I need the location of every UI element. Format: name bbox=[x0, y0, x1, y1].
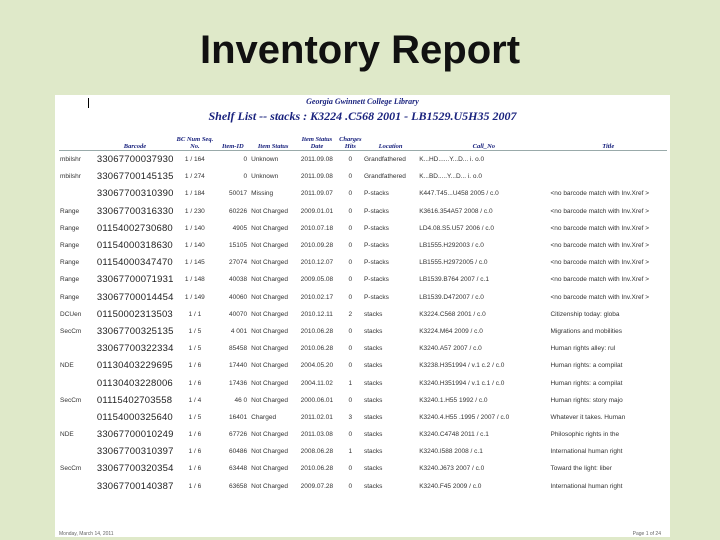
status-cell: Not Charged bbox=[251, 293, 288, 301]
location-cell: stacks bbox=[363, 310, 383, 318]
call-no-cell: K3238.H351994 / v.1 c.2 / c.0 bbox=[419, 362, 505, 370]
col-header-seq: BC Num Seq. No. bbox=[174, 128, 215, 151]
status-cell: Unknown bbox=[251, 173, 279, 181]
item-id-cell: 4 001 bbox=[230, 327, 248, 335]
barcode-cell: 33067700322334 bbox=[96, 343, 174, 355]
status-date-cell: 2009.01.01 bbox=[300, 207, 334, 215]
title-cell: Human rights: a compilat bbox=[550, 362, 623, 370]
title-cell: Whatever it takes. Human bbox=[550, 413, 626, 421]
title-cell: Human rights: a compilat bbox=[550, 379, 623, 387]
title-cell: Citizenship today: globa bbox=[550, 310, 620, 318]
report-college-name: Georgia Gwinnett College Library bbox=[306, 97, 419, 106]
location-cell: P-stacks bbox=[363, 190, 389, 198]
barcode-cell: 33067700140387 bbox=[96, 480, 174, 492]
location-cell: Grandfathered bbox=[363, 173, 406, 181]
seq-cell: 1 / 230 bbox=[184, 207, 205, 215]
item-id-cell: 27074 bbox=[229, 259, 248, 267]
row-range-cell bbox=[59, 478, 96, 495]
table-row bbox=[59, 460, 667, 477]
seq-cell: 1 / 6 bbox=[188, 362, 202, 370]
table-row bbox=[59, 426, 667, 443]
seq-cell: 1 / 6 bbox=[188, 482, 202, 490]
call-no-cell: LD4.08.S5.U57 2006 / c.0 bbox=[419, 224, 495, 232]
call-no-cell: K3240.F45 2009 / c.0 bbox=[419, 482, 482, 490]
charges-cell: 2 bbox=[348, 310, 353, 318]
charges-cell: 0 bbox=[348, 156, 353, 164]
row-range-cell bbox=[59, 374, 96, 391]
status-date-cell: 2010.06.28 bbox=[300, 465, 334, 473]
item-id-cell: 15105 bbox=[229, 242, 248, 250]
status-cell: Not Charged bbox=[251, 327, 288, 335]
table-row bbox=[59, 357, 667, 374]
status-date-cell: 2010.06.28 bbox=[300, 327, 334, 335]
call-no-cell: K3240.C4748 2011 / c.1 bbox=[419, 431, 489, 439]
report-shelf-list-heading: Shelf List -- stacks : K3224 .C568 2001 - LB1529.U5H35 2007 bbox=[208, 109, 517, 123]
charges-cell: 1 bbox=[348, 448, 353, 456]
row-range-cell: Range bbox=[60, 259, 80, 267]
seq-cell: 1 / 6 bbox=[188, 465, 202, 473]
title-cell: <no barcode match with Inv.Xref > bbox=[550, 224, 649, 232]
item-id-cell: 60226 bbox=[229, 207, 248, 215]
row-range-cell bbox=[59, 409, 96, 426]
table-row bbox=[59, 443, 667, 460]
call-no-cell: K...HD......Y...D... i. o.0 bbox=[419, 156, 485, 164]
status-date-cell: 2009.05.08 bbox=[300, 276, 334, 284]
item-id-cell: 40070 bbox=[229, 310, 248, 318]
row-range-cell: SecCm bbox=[60, 465, 82, 473]
seq-cell: 1 / 4 bbox=[188, 396, 202, 404]
footer-page: Page 1 of 24 bbox=[632, 531, 661, 537]
status-date-cell: 2011.09.08 bbox=[300, 173, 333, 181]
slide-title: Inventory Report bbox=[199, 28, 521, 72]
status-cell: Not Charged bbox=[251, 396, 288, 404]
call-no-cell: K3240.I588 2008 / c.1 bbox=[419, 448, 483, 456]
title-cell: International human right bbox=[550, 482, 623, 490]
call-no-cell: LB1555.H2972005 / c.0 bbox=[419, 259, 488, 267]
seq-cell: 1 / 274 bbox=[184, 173, 205, 181]
title-cell: Philosophic rights in the bbox=[550, 431, 620, 439]
status-date-cell: 2000.06.01 bbox=[300, 396, 334, 404]
item-id-cell: 40038 bbox=[229, 276, 248, 284]
seq-cell: 1 / 6 bbox=[188, 448, 202, 456]
location-cell: stacks bbox=[363, 345, 383, 353]
charges-cell: 0 bbox=[348, 327, 353, 335]
barcode-cell: 01154000318630 bbox=[96, 240, 173, 252]
charges-cell: 0 bbox=[348, 293, 353, 301]
status-date-cell: 2011.02.01 bbox=[300, 413, 333, 421]
table-row bbox=[59, 168, 667, 185]
charges-cell: 0 bbox=[348, 396, 353, 404]
title-cell: Human rights alley: rul bbox=[550, 345, 616, 353]
status-date-cell: 2011.09.07 bbox=[300, 190, 333, 198]
row-range-cell: mbilshr bbox=[60, 156, 81, 164]
barcode-cell: 33067700310397 bbox=[96, 446, 174, 458]
status-date-cell: 2010.07.18 bbox=[300, 224, 334, 232]
row-range-cell bbox=[59, 340, 96, 357]
barcode-cell: 33067700010249 bbox=[96, 429, 174, 441]
col-header-spacer bbox=[59, 128, 96, 151]
title-cell: <no barcode match with Inv.Xref > bbox=[550, 259, 649, 267]
charges-cell: 0 bbox=[348, 465, 353, 473]
location-cell: stacks bbox=[363, 413, 383, 421]
table-row bbox=[59, 185, 667, 202]
seq-cell: 1 / 145 bbox=[184, 259, 205, 267]
item-id-cell: 63658 bbox=[229, 482, 248, 490]
barcode-cell: 01130403229695 bbox=[96, 360, 173, 372]
status-date-cell: 2010.09.28 bbox=[300, 242, 334, 250]
call-no-cell: LB1555.H292003 / c.0 bbox=[419, 242, 484, 250]
status-date-cell: 2010.02.17 bbox=[300, 293, 334, 301]
row-range-cell: DCUen bbox=[60, 310, 82, 318]
status-cell: Not Charged bbox=[251, 362, 288, 370]
status-cell: Charged bbox=[251, 413, 277, 421]
status-date-cell: 2010.12.07 bbox=[300, 259, 334, 267]
location-cell: stacks bbox=[363, 482, 383, 490]
table-row bbox=[59, 237, 667, 254]
status-date-cell: 2011.09.08 bbox=[300, 156, 333, 164]
location-cell: stacks bbox=[363, 362, 383, 370]
status-date-cell: 2011.03.08 bbox=[300, 431, 333, 439]
item-id-cell: 67726 bbox=[229, 431, 248, 439]
status-cell: Not Charged bbox=[251, 259, 288, 267]
status-cell: Not Charged bbox=[251, 379, 288, 387]
barcode-cell: 01150002313503 bbox=[96, 308, 173, 320]
location-cell: stacks bbox=[363, 396, 383, 404]
seq-cell: 1 / 5 bbox=[188, 327, 202, 335]
charges-cell: 0 bbox=[348, 345, 353, 353]
col-header-item-id: Item-ID bbox=[216, 128, 251, 151]
status-cell: Unknown bbox=[251, 156, 279, 164]
seq-cell: 1 / 6 bbox=[188, 431, 202, 439]
item-id-cell: 0 bbox=[243, 156, 248, 164]
row-range-cell bbox=[59, 185, 96, 202]
call-no-cell: K3240.J673 2007 / c.0 bbox=[419, 465, 485, 473]
table-row bbox=[59, 478, 667, 495]
col-header-location: Location bbox=[363, 128, 418, 151]
barcode-cell: 33067700014454 bbox=[96, 291, 174, 303]
title-cell: <no barcode match with Inv.Xref > bbox=[550, 190, 649, 198]
seq-cell: 1 / 149 bbox=[184, 293, 205, 301]
barcode-cell: 01154002730680 bbox=[96, 222, 173, 234]
status-date-cell: 2010.06.28 bbox=[300, 345, 334, 353]
item-id-cell: 17436 bbox=[229, 379, 248, 387]
charges-cell: 0 bbox=[348, 224, 353, 232]
charges-cell: 0 bbox=[348, 207, 353, 215]
table-row bbox=[59, 151, 667, 169]
status-cell: Not Charged bbox=[251, 276, 288, 284]
status-cell: Missing bbox=[251, 190, 274, 198]
table-row bbox=[59, 271, 667, 288]
status-cell: Not Charged bbox=[251, 448, 288, 456]
row-range-cell: SecCm bbox=[60, 396, 82, 404]
barcode-cell: 01154000347470 bbox=[96, 257, 173, 269]
charges-cell: 0 bbox=[348, 431, 353, 439]
col-header-status: Item Status bbox=[250, 128, 296, 151]
charges-cell: 0 bbox=[348, 190, 353, 198]
shelf-list-table bbox=[59, 128, 667, 495]
title-cell: International human right bbox=[550, 448, 623, 456]
charges-cell: 0 bbox=[348, 242, 353, 250]
status-cell: Not Charged bbox=[251, 431, 288, 439]
title-cell: Migrations and mobilities bbox=[550, 327, 623, 335]
item-id-cell: 50017 bbox=[229, 190, 248, 198]
col-header-charges: Charges Hits bbox=[338, 128, 363, 151]
row-range-cell bbox=[59, 443, 96, 460]
row-range-cell: NDE bbox=[60, 431, 74, 439]
status-date-cell: 2010.12.11 bbox=[300, 310, 333, 318]
location-cell: stacks bbox=[363, 448, 383, 456]
table-body bbox=[59, 151, 667, 495]
col-header-barcode: Barcode bbox=[96, 128, 174, 151]
status-cell: Not Charged bbox=[251, 465, 288, 473]
status-cell: Not Charged bbox=[251, 242, 288, 250]
call-no-cell: K3616.354A57 2008 / c.0 bbox=[419, 207, 493, 215]
row-range-cell: Range bbox=[60, 207, 80, 215]
call-no-cell: LB1539.B764 2007 / c.1 bbox=[419, 276, 489, 284]
status-cell: Not Charged bbox=[251, 345, 288, 353]
title-cell: <no barcode match with Inv.Xref > bbox=[550, 276, 649, 284]
item-id-cell: 60486 bbox=[229, 448, 248, 456]
col-header-title: Title bbox=[549, 128, 667, 151]
location-cell: stacks bbox=[363, 431, 383, 439]
footer-date: Monday, March 14, 2011 bbox=[59, 531, 114, 537]
report-footer bbox=[59, 531, 667, 537]
item-id-cell: 4905 bbox=[232, 224, 248, 232]
status-date-cell: 2004.05.20 bbox=[300, 362, 334, 370]
item-id-cell: 63448 bbox=[229, 465, 248, 473]
title-cell: Toward the light: liber bbox=[550, 465, 612, 473]
item-id-cell: 17440 bbox=[229, 362, 248, 370]
seq-cell: 1 / 140 bbox=[184, 224, 205, 232]
call-no-cell: K3240.4.H55 .1995 / 2007 / c.0 bbox=[419, 413, 510, 421]
call-no-cell: K3224.C568 2001 / c.0 bbox=[419, 310, 486, 318]
item-id-cell: 85458 bbox=[229, 345, 248, 353]
table-row bbox=[59, 306, 667, 323]
table-row bbox=[59, 340, 667, 357]
status-cell: Not Charged bbox=[251, 207, 288, 215]
item-id-cell: 40060 bbox=[229, 293, 248, 301]
barcode-cell: 33067700316330 bbox=[96, 205, 174, 217]
table-row bbox=[59, 323, 667, 340]
status-date-cell: 2009.07.28 bbox=[300, 482, 334, 490]
seq-cell: 1 / 5 bbox=[188, 413, 202, 421]
location-cell: P-stacks bbox=[363, 224, 389, 232]
call-no-cell: K3240.A57 2007 / c.0 bbox=[419, 345, 482, 353]
table-row bbox=[59, 254, 667, 271]
location-cell: P-stacks bbox=[363, 276, 389, 284]
status-cell: Not Charged bbox=[251, 224, 288, 232]
call-no-cell: K...BD.....Y...D... i. o.0 bbox=[419, 173, 482, 181]
row-range-cell: Range bbox=[60, 224, 80, 232]
title-cell: <no barcode match with Inv.Xref > bbox=[550, 207, 649, 215]
row-range-cell: NDE bbox=[60, 362, 74, 370]
row-range-cell: Range bbox=[60, 293, 80, 301]
row-range-cell: Range bbox=[60, 276, 80, 284]
table-row bbox=[59, 289, 667, 306]
barcode-cell: 33067700145135 bbox=[96, 171, 174, 183]
seq-cell: 1 / 184 bbox=[184, 190, 205, 198]
location-cell: P-stacks bbox=[363, 259, 389, 267]
call-no-cell: K3240.1.H55 1992 / c.0 bbox=[419, 396, 488, 404]
report-document bbox=[55, 95, 670, 537]
title-cell: <no barcode match with Inv.Xref > bbox=[550, 242, 649, 250]
barcode-cell: 01130403228006 bbox=[96, 377, 173, 389]
call-no-cell: K3240.H351994 / v.1 c.1 / c.0 bbox=[419, 379, 505, 387]
table-row bbox=[59, 220, 667, 237]
table-row bbox=[59, 203, 667, 220]
status-date-cell: 2004.11.02 bbox=[300, 379, 333, 387]
location-cell: P-stacks bbox=[363, 207, 389, 215]
seq-cell: 1 / 148 bbox=[184, 276, 205, 284]
table-row bbox=[59, 392, 667, 409]
row-range-cell: mbilshr bbox=[60, 173, 81, 181]
title-cell bbox=[549, 168, 667, 185]
call-no-cell: K3224.M64 2009 / c.0 bbox=[419, 327, 483, 335]
item-id-cell: 46 0 bbox=[234, 396, 248, 404]
location-cell: stacks bbox=[363, 379, 383, 387]
col-header-call-no: Call_No bbox=[418, 128, 549, 151]
seq-cell: 1 / 140 bbox=[184, 242, 205, 250]
charges-cell: 0 bbox=[348, 173, 353, 181]
item-id-cell: 0 bbox=[243, 173, 248, 181]
seq-cell: 1 / 1 bbox=[188, 310, 202, 318]
row-range-cell: Range bbox=[60, 242, 80, 250]
seq-cell: 1 / 5 bbox=[188, 345, 202, 353]
location-cell: Grandfathered bbox=[363, 156, 406, 164]
item-id-cell: 16401 bbox=[229, 413, 248, 421]
status-cell: Not Charged bbox=[251, 310, 288, 318]
charges-cell: 1 bbox=[348, 379, 353, 387]
charges-cell: 0 bbox=[348, 362, 353, 370]
status-cell: Not Charged bbox=[251, 482, 288, 490]
barcode-cell: 33067700071931 bbox=[96, 274, 174, 286]
table-header-row bbox=[59, 128, 667, 151]
col-header-status-date: Item Status Date bbox=[296, 128, 337, 151]
seq-cell: 1 / 164 bbox=[184, 156, 205, 164]
charges-cell: 0 bbox=[348, 276, 353, 284]
title-cell: Human rights: story majo bbox=[550, 396, 623, 404]
call-no-cell: K447.T45...U458 2005 / c.0 bbox=[419, 190, 499, 198]
barcode-cell: 33067700325135 bbox=[96, 325, 174, 337]
location-cell: stacks bbox=[363, 327, 383, 335]
barcode-cell: 01154000325640 bbox=[96, 411, 173, 423]
charges-cell: 0 bbox=[348, 259, 353, 267]
barcode-cell: 33067700320354 bbox=[96, 463, 174, 475]
location-cell: P-stacks bbox=[363, 293, 389, 301]
charges-cell: 3 bbox=[348, 413, 353, 421]
barcode-cell: 33067700037930 bbox=[96, 154, 174, 166]
seq-cell: 1 / 6 bbox=[188, 379, 202, 387]
charges-cell: 0 bbox=[348, 482, 353, 490]
row-range-cell: SecCm bbox=[60, 327, 82, 335]
title-cell: <no barcode match with Inv.Xref > bbox=[550, 293, 649, 301]
barcode-cell: 33067700310390 bbox=[96, 188, 174, 200]
location-cell: P-stacks bbox=[363, 242, 389, 250]
status-date-cell: 2008.06.28 bbox=[300, 448, 334, 456]
title-cell bbox=[549, 151, 667, 169]
location-cell: stacks bbox=[363, 465, 383, 473]
barcode-cell: 01115402703558 bbox=[96, 394, 173, 406]
table-row bbox=[59, 409, 667, 426]
call-no-cell: LB1539.D472007 / c.0 bbox=[419, 293, 484, 301]
table-row bbox=[59, 374, 667, 391]
